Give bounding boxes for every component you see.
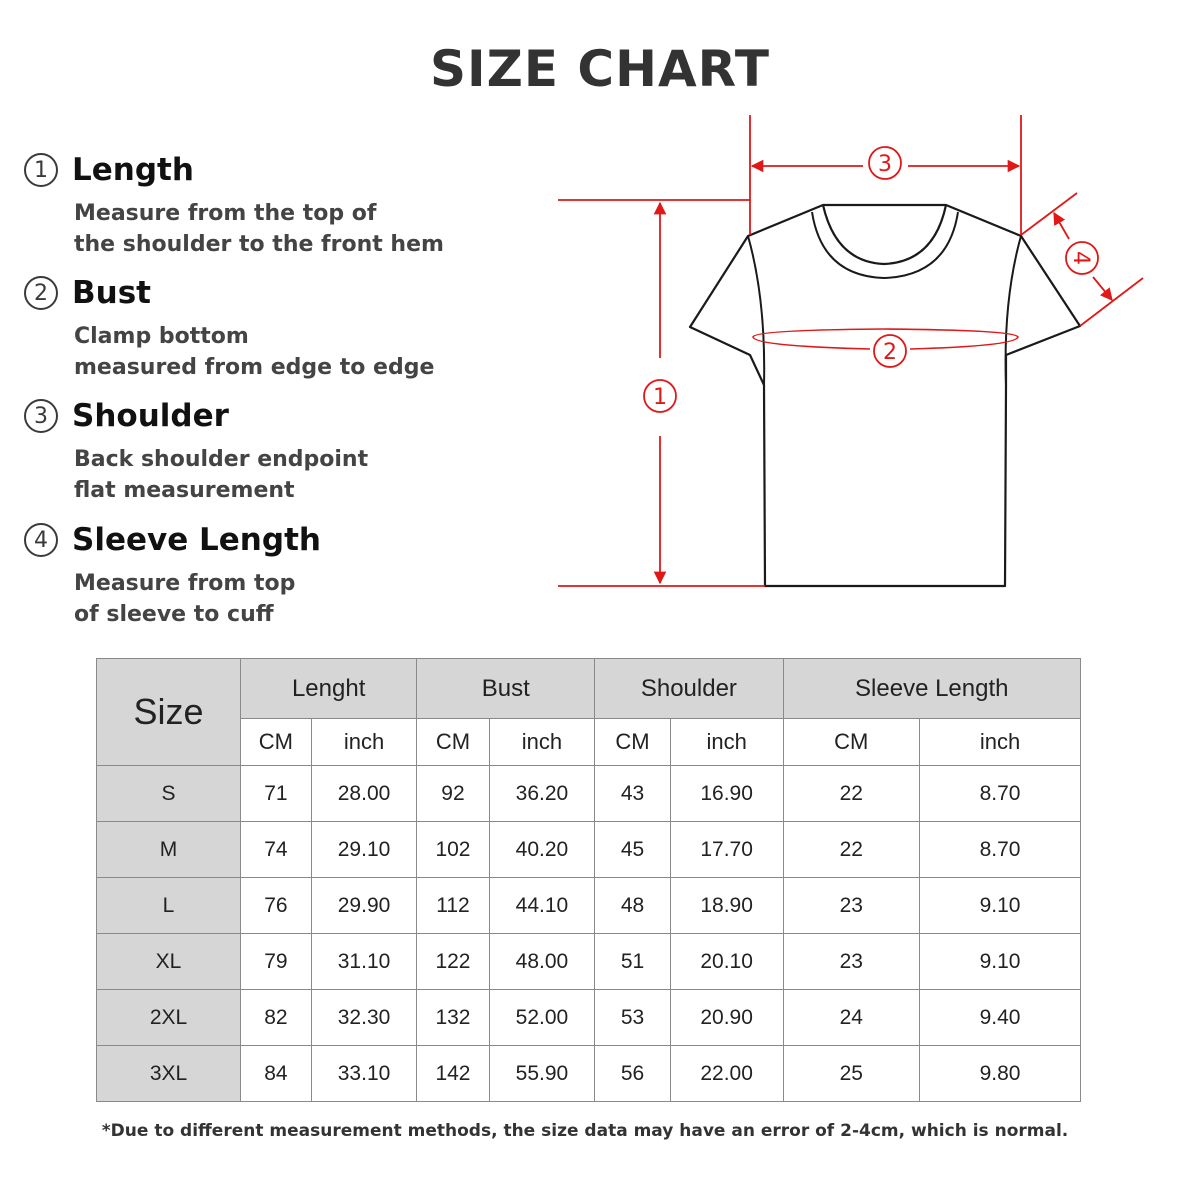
marker-3: 3	[878, 152, 892, 177]
guide-line	[1080, 278, 1143, 326]
number-1-icon: 1	[24, 153, 58, 187]
page-title: SIZE CHART	[429, 40, 771, 98]
table-cell: 55.90	[489, 1046, 595, 1102]
table-cell: 8.70	[920, 822, 1081, 878]
legend-name: Shoulder	[72, 398, 229, 434]
unit-header: CM	[595, 719, 671, 766]
table-cell: 16.90	[670, 766, 783, 822]
table-row	[97, 1046, 1081, 1102]
table-cell: 44.10	[489, 878, 595, 934]
tshirt-outline	[690, 205, 1080, 586]
legend-desc-line: Clamp bottom	[74, 324, 249, 349]
unit-header: inch	[311, 719, 417, 766]
table-cell: 71	[241, 766, 312, 822]
table-cell: 9.40	[920, 990, 1081, 1046]
marker-4: 4	[1068, 251, 1093, 265]
legend-desc-line: Back shoulder endpoint	[74, 447, 369, 472]
size-cell: 2XL	[97, 990, 241, 1046]
table-cell: 142	[417, 1046, 489, 1102]
tshirt-collar	[823, 205, 946, 264]
tshirt-sleeve-seam-left	[748, 236, 764, 385]
table-cell: 28.00	[311, 766, 417, 822]
table-cell: 43	[595, 766, 671, 822]
table-cell: 53	[595, 990, 671, 1046]
table-cell: 23	[783, 878, 919, 934]
legend-desc-line: flat measurement	[74, 478, 295, 503]
table-row	[97, 822, 1081, 878]
unit-header: inch	[920, 719, 1081, 766]
marker-1: 1	[653, 385, 667, 410]
size-cell: L	[97, 878, 241, 934]
table-cell: 122	[417, 934, 489, 990]
table-cell: 18.90	[670, 878, 783, 934]
table-cell: 20.10	[670, 934, 783, 990]
group-header-bust: Bust	[417, 659, 595, 719]
table-cell: 48.00	[489, 934, 595, 990]
table-cell: 9.80	[920, 1046, 1081, 1102]
tshirt-sleeve-seam-right	[1006, 236, 1021, 385]
number-3-icon: 3	[24, 399, 58, 433]
table-cell: 40.20	[489, 822, 595, 878]
table-cell: 36.20	[489, 766, 595, 822]
table-cell: 29.90	[311, 878, 417, 934]
table-cell: 29.10	[311, 822, 417, 878]
table-cell: 132	[417, 990, 489, 1046]
table-cell: 45	[595, 822, 671, 878]
group-header-length: Lenght	[241, 659, 417, 719]
table-cell: 74	[241, 822, 312, 878]
legend-name: Bust	[72, 275, 151, 311]
size-table	[96, 658, 1081, 1102]
legend-desc-line: Measure from the top of	[74, 201, 377, 226]
legend-desc-line: Measure from top	[74, 571, 296, 596]
table-row	[97, 766, 1081, 822]
legend-name: Sleeve Length	[72, 522, 321, 558]
table-cell: 20.90	[670, 990, 783, 1046]
table-cell: 22.00	[670, 1046, 783, 1102]
group-header-sleeve: Sleeve Length	[783, 659, 1080, 719]
size-cell: M	[97, 822, 241, 878]
table-cell: 92	[417, 766, 489, 822]
table-cell: 82	[241, 990, 312, 1046]
legend-desc-line: measured from edge to edge	[74, 355, 435, 380]
table-cell: 52.00	[489, 990, 595, 1046]
table-cell: 51	[595, 934, 671, 990]
table-cell: 22	[783, 766, 919, 822]
table-cell: 102	[417, 822, 489, 878]
table-row	[97, 990, 1081, 1046]
unit-header: CM	[783, 719, 919, 766]
guide-line	[1021, 193, 1077, 235]
sleeve-arrow	[1054, 213, 1069, 239]
table-cell: 31.10	[311, 934, 417, 990]
table-cell: 79	[241, 934, 312, 990]
legend-name: Length	[72, 152, 194, 188]
table-row	[97, 934, 1081, 990]
table-cell: 33.10	[311, 1046, 417, 1102]
sleeve-arrow	[1093, 277, 1112, 300]
table-cell: 23	[783, 934, 919, 990]
table-cell: 25	[783, 1046, 919, 1102]
number-2-icon: 2	[24, 276, 58, 310]
size-cell: S	[97, 766, 241, 822]
unit-header: CM	[241, 719, 312, 766]
table-cell: 76	[241, 878, 312, 934]
unit-header: inch	[670, 719, 783, 766]
size-header: Size	[97, 659, 241, 766]
table-cell: 22	[783, 822, 919, 878]
table-cell: 56	[595, 1046, 671, 1102]
table-cell: 17.70	[670, 822, 783, 878]
size-cell: 3XL	[97, 1046, 241, 1102]
legend-desc-line: of sleeve to cuff	[74, 602, 274, 627]
table-cell: 112	[417, 878, 489, 934]
table-cell: 9.10	[920, 934, 1081, 990]
tshirt-collar-inner	[812, 212, 958, 278]
group-header-shoulder: Shoulder	[595, 659, 783, 719]
table-cell: 48	[595, 878, 671, 934]
size-cell: XL	[97, 934, 241, 990]
table-cell: 84	[241, 1046, 312, 1102]
unit-header: inch	[489, 719, 595, 766]
table-cell: 24	[783, 990, 919, 1046]
legend-desc-line: the shoulder to the front hem	[74, 232, 444, 257]
marker-2: 2	[883, 340, 897, 365]
table-cell: 32.30	[311, 990, 417, 1046]
table-row	[97, 878, 1081, 934]
footnote: *Due to different measurement methods, the size data may have an error of 2-4cm, which is normal.	[101, 1121, 1069, 1141]
table-cell: 9.10	[920, 878, 1081, 934]
table-cell: 8.70	[920, 766, 1081, 822]
unit-header: CM	[417, 719, 489, 766]
number-4-icon: 4	[24, 523, 58, 557]
